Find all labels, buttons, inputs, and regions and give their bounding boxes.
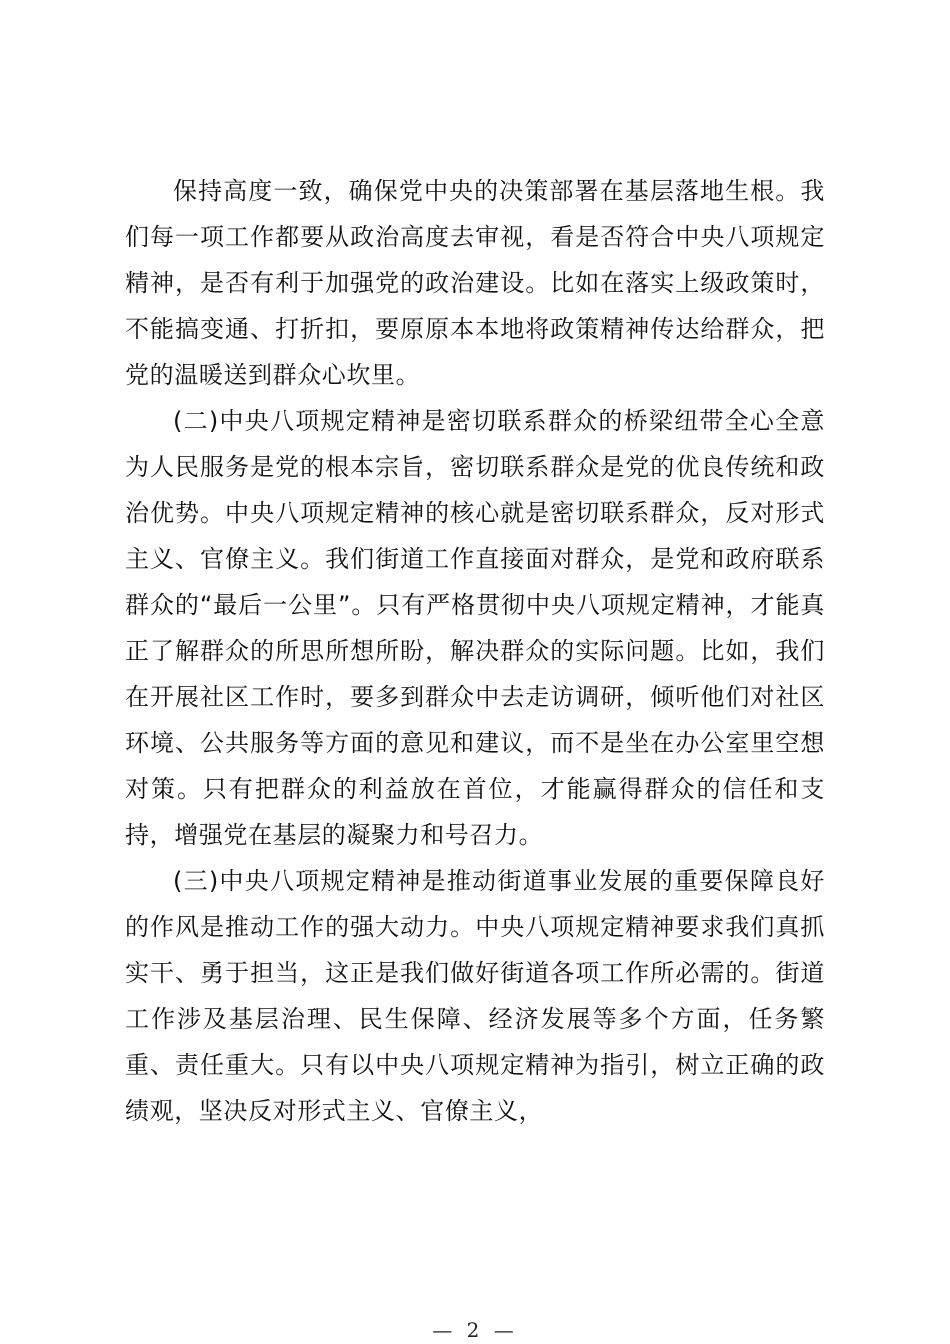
paragraph-3: (三)中央八项规定精神是推动街道事业发展的重要保障良好的作风是推动工作的强大动力。中央八项规定精神要求我们真抓实干、勇于担当，这正是我们做好街道各项工作所必需的。街道工作涉及基层治理、民生保障、经济发展等多个方面，任务繁重、责任重大。只有以中央八项规定精神为指引，树立正确的政绩观，坚决反对形式主义、官僚主义，	[125, 867, 825, 1125]
paragraph-2: (二)中央八项规定精神是密切联系群众的桥梁纽带全心全意为人民服务是党的根本宗旨，密切联系群众是党的优良传统和政治优势。中央八项规定精神的核心就是密切联系群众，反对形式主义、官僚主义。我们街道工作直接面对群众，是党和政府联系群众的“最后一公里”。只有严格贯彻中央八项规定精神，才能真正了解群众的所思所想所盼，解决群众的实际问题。比如，我们在开展社区工作时，要多到群众中去走访调研，倾听他们对社区环境、公共服务等方面的意见和建议，而不是坐在办公室里空想对策。只有把群众的利益放在首位，才能赢得群众的信任和支持，增强党在基层的凝聚力和号召力。	[125, 407, 825, 849]
document-body	[125, 168, 825, 1134]
page-number: — 2 —	[432, 1318, 518, 1342]
paragraph-1: 保持高度一致，确保党中央的决策部署在基层落地生根。我们每一项工作都要从政治高度去审视，看是否符合中央八项规定精神，是否有利于加强党的政治建设。比如在落实上级政策时，不能搞变通、打折扣，要原原本本地将政策精神传达给群众，把党的温暖送到群众心坎里。	[125, 177, 825, 389]
